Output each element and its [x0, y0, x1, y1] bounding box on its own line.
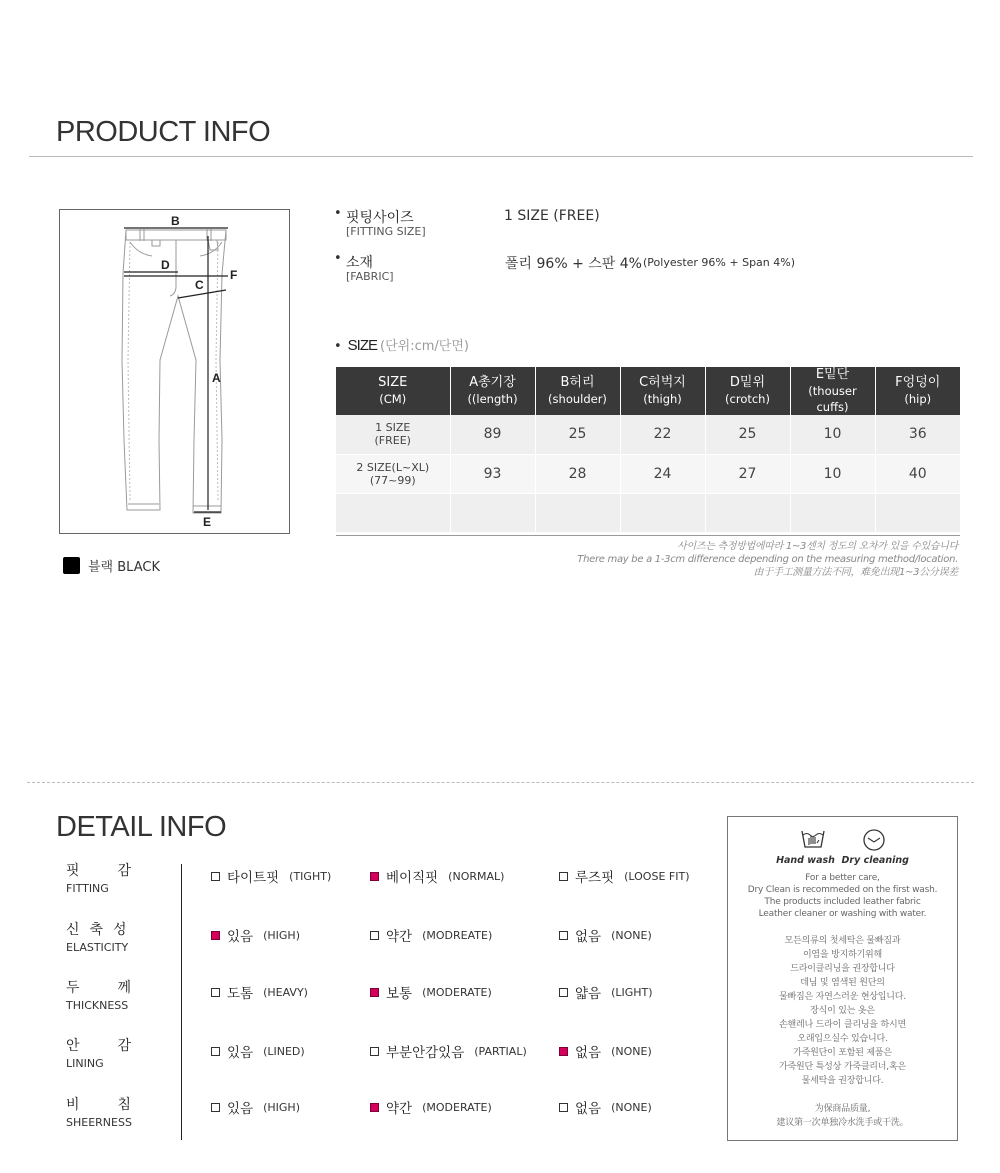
table-cell: [535, 493, 620, 532]
table-cell: 36: [875, 415, 960, 454]
color-option: [63, 556, 160, 575]
option-label-en: (MODERATE): [422, 1100, 492, 1114]
table-cell: 10: [790, 454, 875, 493]
checkbox-icon: [559, 872, 568, 881]
note-en: There may be a 1-3cm difference depending on the measuring method/location.: [577, 554, 958, 565]
spec-value: 폴리 96% + 스판 4%: [505, 256, 642, 272]
pants-diagram: [59, 209, 290, 534]
option-lined[interactable]: [211, 1041, 305, 1061]
bullet-icon: •: [334, 251, 342, 266]
section-divider: [27, 782, 974, 783]
attr-label: 두께: [66, 980, 170, 996]
spec-value-detail: (Polyester 96% + Span 4%): [643, 256, 796, 269]
size-table-header: [336, 367, 960, 415]
spec-value: 1 SIZE (FREE): [504, 208, 600, 224]
diagram-label-a: A: [212, 371, 221, 385]
option-label: 약간: [386, 929, 413, 945]
checkbox-icon: [559, 988, 568, 997]
note-zh: 由于手工测量方法不同，难免出现1~3公分误差: [753, 567, 958, 578]
table-cell: 28: [535, 454, 620, 493]
checkbox-checked-icon: [370, 872, 379, 881]
checkbox-icon: [211, 872, 220, 881]
spec-fabric: [334, 251, 934, 287]
table-row: [336, 415, 960, 454]
option-label-en: (MODERATE): [422, 985, 492, 999]
care-caption: Hand wash Dry cleaning: [776, 855, 909, 866]
note-ko: 사이즈는 측정방법에따라 1~3센치 정도의 오차가 있을 수있습니다: [677, 541, 958, 552]
checkbox-checked-icon: [370, 1103, 379, 1112]
checkbox-icon: [211, 988, 220, 997]
spec-label: 핏팅사이즈: [346, 210, 414, 226]
diagram-label-f: F: [230, 268, 238, 282]
option-none[interactable]: [559, 925, 652, 945]
hand-wash-icon: [800, 827, 826, 853]
attr-label: 핏감: [66, 863, 170, 879]
checkbox-icon: [559, 1103, 568, 1112]
option-label: 루즈핏: [575, 870, 615, 886]
table-row: [336, 454, 960, 493]
table-cell: [875, 493, 960, 532]
option-moderate[interactable]: [370, 982, 492, 1002]
option-label: 얇음: [575, 986, 602, 1002]
option-label: 약간: [386, 1101, 413, 1117]
attribute-divider: [181, 864, 182, 1140]
table-cell: [705, 493, 790, 532]
bullet-icon: •: [334, 339, 342, 354]
option-partial[interactable]: [370, 1041, 527, 1061]
attr-label-en: LINING: [66, 1057, 104, 1070]
table-cell: 93: [450, 454, 535, 493]
attr-label-en: ELASTICITY: [66, 941, 129, 954]
option-label: 있음: [227, 1101, 254, 1117]
size-heading: [334, 335, 469, 354]
attr-label-en: THICKNESS: [66, 999, 129, 1012]
option-label-en: (LIGHT): [611, 985, 653, 999]
option-label-en: (NORMAL): [448, 869, 505, 883]
care-instructions: [727, 816, 958, 1141]
option-label: 도톰: [227, 986, 254, 1002]
table-cell: [620, 493, 705, 532]
table-cell: 24: [620, 454, 705, 493]
checkbox-checked-icon: [559, 1047, 568, 1056]
option-label: 베이직핏: [386, 870, 439, 886]
table-cell: 27: [705, 454, 790, 493]
option-label-en: (HIGH): [263, 1100, 300, 1114]
row-header: 1 SIZE (FREE): [336, 415, 450, 454]
attr-label: 신축성: [66, 922, 137, 938]
option-label: 있음: [227, 1045, 254, 1061]
table-bottom-rule: [336, 535, 960, 536]
size-table: [336, 367, 960, 533]
size-title: SIZE: [347, 337, 378, 354]
color-swatch: [63, 557, 80, 574]
spec-label-en: [FABRIC]: [346, 270, 394, 283]
option-label-en: (LINED): [263, 1044, 305, 1058]
checkbox-icon: [211, 1103, 220, 1112]
option-normal[interactable]: [370, 866, 504, 886]
table-cell: [450, 493, 535, 532]
option-label: 타이트핏: [227, 870, 280, 886]
attr-elasticity: [66, 919, 137, 954]
option-moderate[interactable]: [370, 925, 492, 945]
option-label-en: (HEAVY): [263, 985, 308, 999]
bullet-icon: •: [334, 206, 342, 221]
table-cell: 25: [535, 415, 620, 454]
option-label-en: (HIGH): [263, 928, 300, 942]
diagram-label-e: E: [203, 515, 212, 529]
option-label: 없음: [575, 929, 602, 945]
table-cell: 22: [620, 415, 705, 454]
option-none[interactable]: [559, 1041, 652, 1061]
option-label: 부분안감있음: [386, 1045, 465, 1061]
option-label: 보통: [386, 986, 413, 1002]
attr-fitting: [66, 860, 169, 895]
option-high[interactable]: [211, 925, 300, 945]
diagram-label-c: C: [195, 278, 204, 292]
spec-label: 소재: [346, 255, 374, 271]
care-text-ko: 모든의류의 첫세탁은 물빠짐과 이염을 방지하기위해 드라이클리닝을 권장합니다 데님 및 염색된 원단의 물빠짐은 자연스러운 현상입니다. 장식이 있는 옷은 손핸레나 드라이 클리닝을 하시면 오래입으실수 있습니다. 가죽원단이 포함된 제품은 가죽원단 특성상 가죽클리너,혹은 물세탁을 권장합니다.: [779, 936, 906, 1086]
option-label-en: (NONE): [611, 1044, 652, 1058]
option-label: 있음: [227, 929, 254, 945]
option-moderate[interactable]: [370, 1097, 492, 1117]
pants-illustration: [60, 210, 289, 533]
checkbox-icon: [370, 1047, 379, 1056]
spec-fitting-size: [334, 206, 934, 242]
checkbox-checked-icon: [370, 988, 379, 997]
attr-label-en: SHEERNESS: [66, 1116, 132, 1129]
attr-label-en: FITTING: [66, 882, 109, 895]
care-text-zh: 为保商品质量, 建议第一次单独冷水洗手或干洗。: [776, 1104, 909, 1128]
row-header: 2 SIZE(L~XL) (77~99): [336, 454, 450, 493]
table-cell: 40: [875, 454, 960, 493]
option-label-en: (PARTIAL): [474, 1044, 527, 1058]
attr-lining: [66, 1035, 169, 1070]
product-info-divider: [29, 156, 973, 157]
option-tight[interactable]: [211, 866, 331, 886]
option-high[interactable]: [211, 1097, 300, 1117]
option-label-en: (NONE): [611, 1100, 652, 1114]
checkbox-icon: [559, 931, 568, 940]
attr-label: 비침: [66, 1097, 170, 1113]
option-label-en: (NONE): [611, 928, 652, 942]
option-heavy[interactable]: [211, 982, 308, 1002]
attr-thickness: [66, 977, 169, 1012]
table-cell: 10: [790, 415, 875, 454]
option-label: 없음: [575, 1101, 602, 1117]
care-text-en: For a better care, Dry Clean is recommeded on the first wash. The products included leather fabric Leather cleaner or washing with water.: [747, 873, 938, 919]
product-info-title: PRODUCT INFO: [56, 116, 271, 148]
col-header-length: A총기장 ((length): [450, 367, 535, 415]
option-light[interactable]: [559, 982, 653, 1002]
col-header-size: SIZE (CM): [336, 367, 450, 415]
diagram-label-b: B: [171, 214, 180, 228]
spec-label-en: [FITTING SIZE]: [346, 225, 426, 238]
option-label-en: (LOOSE FIT): [624, 869, 690, 883]
checkbox-icon: [211, 1047, 220, 1056]
table-cell: [336, 493, 450, 532]
size-unit: (단위:cm/단면): [380, 339, 469, 354]
col-header-crotch: D밑위 (crotch): [705, 367, 790, 415]
table-cell: [790, 493, 875, 532]
option-label: 없음: [575, 1045, 602, 1061]
color-label: 블랙 BLACK: [88, 560, 160, 575]
detail-info-title: DETAIL INFO: [56, 811, 227, 843]
diagram-label-d: D: [161, 258, 170, 272]
option-label-en: (MODREATE): [422, 928, 493, 942]
attr-label: 안감: [66, 1038, 170, 1054]
table-row-empty: [336, 493, 960, 532]
dry-cleaning-icon: [862, 828, 886, 852]
option-label-en: (TIGHT): [289, 869, 332, 883]
checkbox-checked-icon: [211, 931, 220, 940]
option-loose-fit[interactable]: [559, 866, 689, 886]
col-header-hip: F엉덩이 (hip): [875, 367, 960, 415]
checkbox-icon: [370, 931, 379, 940]
col-header-thigh: C허벅지 (thigh): [620, 367, 705, 415]
col-header-cuffs: E밑단 (thouser cuffs): [790, 367, 875, 415]
measurement-note: [438, 540, 958, 579]
table-cell: 25: [705, 415, 790, 454]
col-header-waist: B허리 (shoulder): [535, 367, 620, 415]
option-none[interactable]: [559, 1097, 652, 1117]
table-cell: 89: [450, 415, 535, 454]
attr-sheerness: [66, 1094, 169, 1129]
